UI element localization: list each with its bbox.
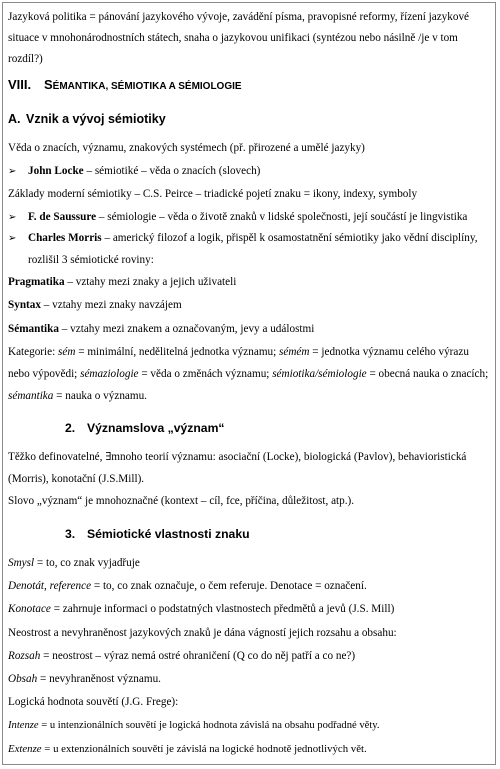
heading-2-number: 2.: [65, 420, 76, 435]
heading-2-title: Významslova „význam“: [87, 420, 225, 435]
term-text: = to, co znak označuje, o čem referuje. Denotace = označení.: [91, 580, 367, 593]
intro-paragraph: Jazyková politika = pánování jazykového vývoje, zavádění písma, pravopisné reformy, řízení jazykové situace v mnohonárodnostních státech, snaha o jazykovou unifikaci (syntézou nebo násilně /je v tom rozdíl?): [8, 11, 470, 65]
semantika-line: [8, 318, 491, 341]
heading-3-title: Sémiotické vlastnosti znaku: [87, 526, 250, 541]
italic-term: sém: [58, 345, 76, 358]
italic-term: Intenze: [8, 720, 39, 732]
bullet-locke: [8, 160, 491, 183]
term-text: – vztahy mezi znaky navzájem: [40, 299, 182, 312]
italic-term: Konotace: [8, 603, 51, 616]
arrow-bullet-icon: ➢: [8, 233, 17, 245]
intenze-line: [8, 714, 491, 737]
arrow-bullet-icon: ➢: [8, 211, 17, 223]
kategorie-paragraph: [8, 341, 491, 407]
term-text: – vztahy mezi znaky a jejich uživateli: [64, 276, 237, 289]
term: Syntax: [8, 299, 41, 312]
section-title-rest: ÉMANTIKA, SÉMIOTIKA A SÉMIOLOGIE: [52, 81, 242, 92]
italic-term: Smysl: [8, 556, 35, 569]
subsection-a-title: Vznik a vývoj sémiotiky: [26, 112, 166, 126]
obsah-line: [8, 668, 491, 691]
term: Pragmatika: [8, 276, 65, 289]
term-text: = zahrnuje informaci o podstatných vlastnostech předmětů a jevů (J.S. Mill): [50, 603, 395, 616]
term-text: = nevyhraněnost významu.: [37, 672, 161, 685]
section-title-initial: S: [44, 77, 53, 92]
italic-term: Denotát, reference: [8, 580, 92, 593]
italic-term: Extenze: [8, 742, 42, 755]
denotat-line: [8, 575, 491, 598]
subsection-a-letter: A.: [8, 112, 21, 126]
definition-line: Věda o znacích, významu, znakových systémech (př. přirozené a umělé jazyky): [8, 142, 365, 154]
term-text: = u extenzionálních souvětí je závislá na logické hodnotě jednotlivých vět.: [41, 742, 367, 755]
pragmatika-line: [8, 271, 491, 294]
italic-term: sémém: [279, 345, 310, 358]
subsection-a-heading: [8, 104, 491, 134]
bullet-morris: [8, 228, 491, 271]
text-run: = věda o změnách významu;: [138, 367, 273, 380]
text-run: Kategorie:: [8, 345, 59, 358]
italic-term: sémaziologie: [80, 367, 139, 380]
italic-term: sémantika: [8, 389, 54, 402]
bullet-text: – sémiotiké – věda o znacích (slovech): [83, 165, 261, 178]
italic-term: Obsah: [8, 672, 38, 685]
heading-2: [8, 413, 491, 443]
section-2-paragraph: Těžko definovatelné, ∃mnoho teorií významu: asociační (Locke), biologická (Pavlov), behavioristická (Morris), konotační (J.S.Mill).: [8, 450, 467, 485]
term: Sémantika: [8, 322, 59, 335]
section-heading: [8, 72, 491, 100]
arrow-bullet-icon: ➢: [8, 166, 17, 178]
bullet-name: F. de Saussure: [28, 210, 97, 223]
konotace-line: [8, 598, 491, 621]
heading-3: [8, 519, 491, 549]
term-text: – vztahy mezi znakem a označovaným, jevy a událostmi: [58, 322, 315, 335]
italic-term: sémiotika/sémiologie: [272, 367, 367, 380]
peirce-line: Základy moderní sémiotiky – C.S. Peirce – triadické pojetí znaku = ikony, indexy, symboly: [8, 188, 418, 201]
logicka-line: Logická hodnota souvětí (J.G. Frege):: [8, 696, 179, 709]
document-page: [2, 2, 496, 765]
smysl-line: [8, 552, 491, 575]
section-number: VIII.: [8, 77, 32, 92]
text-run: = jednotka významu celého výrazu nebo výpovědi;: [8, 345, 469, 380]
extenze-line: [8, 738, 491, 761]
text-run: = nauka o významu.: [53, 389, 147, 402]
bullet-saussure: [8, 207, 491, 229]
text-run: = minimální, nedělitelná jednotka významu;: [75, 345, 280, 358]
bullet-text: – americký filozof a logik, přispěl k osamostatnění sémiotiky jako vědní disciplíny, rozlišil 3 sémiotické roviny:: [28, 232, 478, 266]
section-2-line: Slovo „význam“ je mnohoznačné (kontext – cíl, fce, příčina, důležitost, atp.).: [8, 494, 355, 507]
term-text: = u intenzionálních souvětí je logická hodnota závislá na obsahu podřadné věty.: [38, 720, 380, 732]
neostrost-line: Neostrost a nevyhraněnost jazykových znaků je dána vágností jejich rozsahu a obsahu:: [8, 626, 397, 639]
text-run: = obecná nauka o znacích;: [366, 367, 489, 380]
italic-term: Rozsah: [8, 649, 41, 662]
term-text: = to, co znak vyjadřuje: [34, 556, 140, 569]
bullet-text: – sémiologie – věda o životě znaků v lidské společnosti, její součástí je lingvistika: [96, 210, 468, 223]
bullet-name: Charles Morris: [28, 232, 102, 245]
rozsah-line: [8, 645, 491, 668]
term-text: = neostrost – výraz nemá ostré ohraničení (Q co do něj patří a co ne?): [40, 649, 356, 662]
syntax-line: [8, 294, 491, 317]
heading-3-number: 3.: [65, 526, 76, 541]
bullet-name: John Locke: [28, 165, 84, 178]
